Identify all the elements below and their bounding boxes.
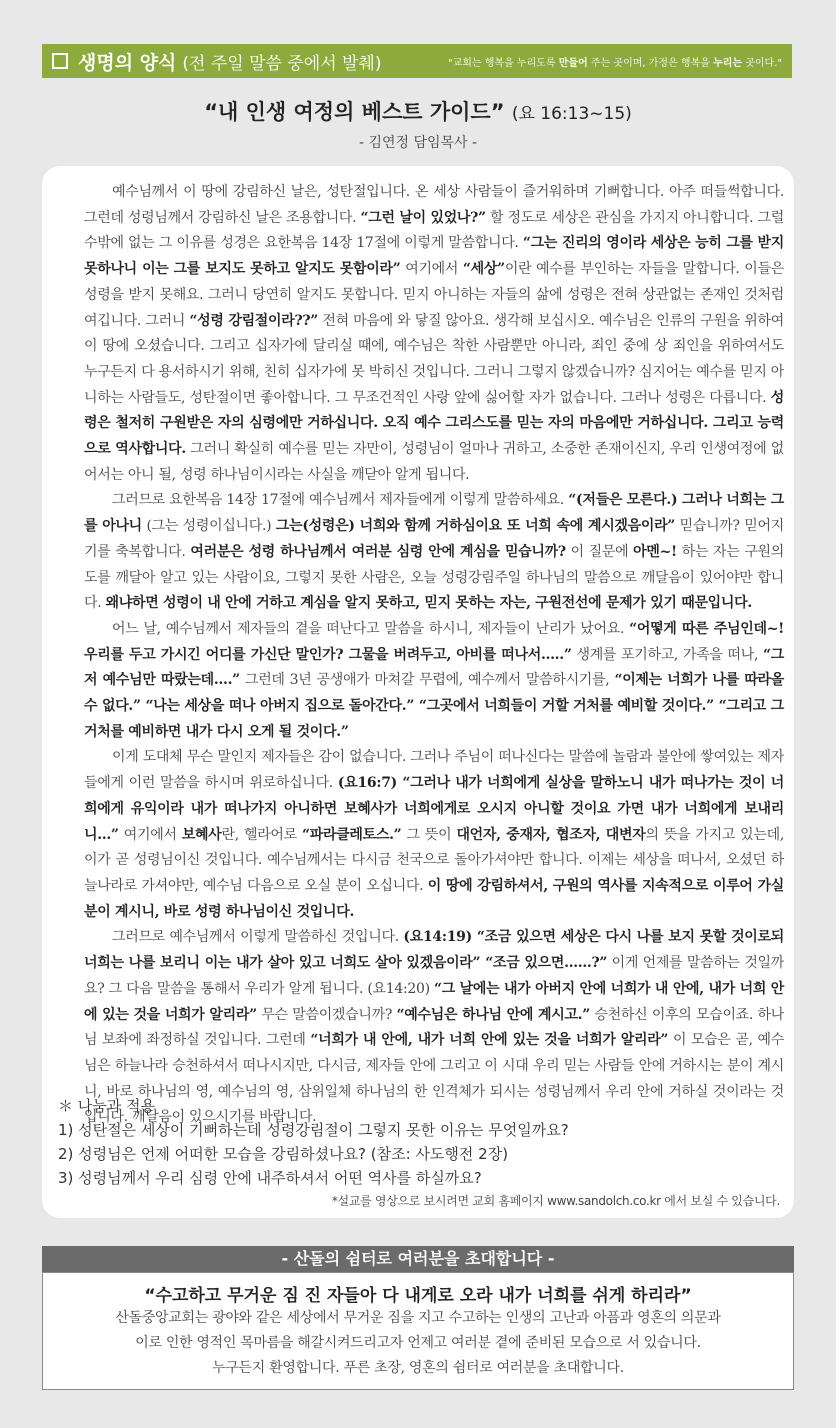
body-text-run: 이 질문에 xyxy=(565,543,634,560)
body-text-run: 승천하신 이후의 모습이죠. 하나님 보좌에 좌정하실 것입니다. 그런데 xyxy=(84,1006,784,1049)
body-text-run: 여기에서 xyxy=(400,261,463,278)
body-text-run: 그런데 3년 공생애가 마쳐갈 무렵에, 예수께서 말씀하시기를, xyxy=(239,672,615,689)
emphasis-text: (요14:19) “조금 있으면 세상은 다시 나를 보지 못할 것이로되 너희는 나를 보리니 이는 내가 살아 있고 너희도 살아 있겠음이라” “조금 있으면……?” xyxy=(84,929,784,972)
body-text-run: 그러니 확실히 예수를 믿는 자만이, 성령님이 얼마나 귀하고, 소중한 존재이신지, 우리 인생여정에 없어서는 아니 될, 성령 하나님이시라는 사실을 깨닫아 알게 됩니다. xyxy=(84,441,784,483)
body-text-run: 의 뜻을 가지고 있는데, 이가 곧 성령님이신 것입니다. 예수님께서는 다시금 천국으로 돌아가셔야만 합니다. 이제는 세상을 떠나서, 오셨던 하늘나라로 가셔야만, 예수님 다음으로 오실 분이 오십니다. xyxy=(84,826,784,894)
body-text-run: 예수님께서 이 땅에 강림하신 날은, 성탄절입니다. 온 세상 사람들이 즐거워하며 기뻐합니다. 아주 떠들썩합니다. 그런데 성령님께서 강림하신 날은 조용합니다. xyxy=(84,184,784,226)
sharing-section xyxy=(58,1094,778,1190)
body-text-run: 어느 날, 예수님께서 제자들의 곁을 떠난다고 말씀을 하시니, 제자들이 난리가 났어요. xyxy=(112,620,630,637)
emphasis-text: “예수님은 하나님 안에 계시고.” xyxy=(396,1006,590,1023)
sermon-paragraph xyxy=(84,617,784,746)
church-motto: "교회는 행복을 누리도록 만들어 주는 곳이며, 가정은 행복을 누리는 곳이다." xyxy=(448,57,782,69)
scripture-reference: (요 16:13~15) xyxy=(511,104,632,124)
emphasis-text: 대언자, 중재자, 협조자, 대변자 xyxy=(456,826,646,843)
body-text-run: 이란 예수를 부인하는 자들을 말합니다. 이들은 성령을 받지 못해요. 그러니 당연히 알지도 못합니다. 믿지 아니하는 자들의 삶에 성령은 전혀 상관없는 존재인 것처럼 여깁니다. 그러니 xyxy=(84,261,784,329)
checkbox-square-icon xyxy=(52,53,68,69)
emphasis-text: “그저 예수님만 따랐는데….” xyxy=(84,646,784,689)
emphasis-text: “(저들은 모른다.) 그러나 너희는 그를 아나니 xyxy=(84,492,784,535)
emphasis-text: 이 땅에 강림하셔서, 구원의 역사를 지속적으로 이루어 가실 분이 계시니, 바로 성령 하나님이신 것입니다. xyxy=(84,877,784,920)
emphasis-text: 그는(성령은) 너희와 함께 거하심이요 또 너희 속에 계시겠음이라” xyxy=(275,518,676,535)
body-text-run: 이게 도대체 무슨 말인지 제자들은 감이 없습니다. 그러나 주님이 떠나신다는 말씀에 놀람과 불안에 쌓여있는 제자들에게 이런 말씀을 하시며 위로하십니다. xyxy=(84,749,784,792)
invite-banner: - 산돌의 쉼터로 여러분을 초대합니다 - xyxy=(42,1246,794,1272)
question-1: 1) 성탄절은 세상이 기뻐하는데 성령강림절이 그렇지 못한 이유는 무엇일까요? xyxy=(58,1121,569,1139)
emphasis-text: “그는 진리의 영이라 세상은 능히 그를 받지 못하나니 이는 그를 보지도 못하고 알지도 못함이라” xyxy=(84,235,784,278)
emphasis-text: 아멘~! xyxy=(633,543,677,560)
invite-verse: “수고하고 무거운 짐 진 자들아 다 내게로 오라 내가 너희를 쉬게 하리라” xyxy=(144,1286,692,1306)
emphasis-text: “세상” xyxy=(462,261,505,278)
emphasis-text: 성령은 철저히 구원받은 자의 심령에만 거하십니다. 오직 예수 그리스도를 믿는 자의 마음에만 거하십니다. 그리고 능력으로 역사합니다. xyxy=(84,389,784,458)
body-text-run: 할 정도로 세상은 관심을 가지지 아니합니다. 그럴 수밖에 없는 그 이유를 성경은 요한복음 14장 17절에 이렇게 말씀합니다. xyxy=(84,209,785,252)
body-text-run: 이게 언제를 말씀하는 것일까요? 그 다음 말씀을 통해서 우리가 알게 됩니다. (요14:20) xyxy=(84,955,784,997)
emphasis-text: “그 날에는 내가 아버지 안에 너희가 내 안에, 내가 너희 안에 있는 것을 너희가 알리라” xyxy=(84,980,784,1023)
sermon-title-text: “내 인생 여정의 베스트 가이드” xyxy=(204,100,505,124)
preacher-name: - 김연정 담임목사 - xyxy=(358,135,478,151)
body-text-run: 그러므로 예수님께서 이렇게 말씀하신 것입니다. xyxy=(112,929,404,946)
emphasis-text: 보혜사 xyxy=(181,826,222,843)
body-text-run: (그는 성령이십니다.) xyxy=(141,518,276,535)
invite-line-3: 누구든지 환영합니다. 푸른 초장, 영혼의 쉼터로 여러분을 초대합니다. xyxy=(212,1360,624,1376)
emphasis-text: “그런 날이 있었나?” xyxy=(360,209,486,226)
sermon-paragraph xyxy=(84,745,784,925)
sermon-body xyxy=(84,180,784,1131)
emphasis-text: “어떻게 따른 주님인데~! 우리를 두고 가시긴 어디를 가신단 말인가? 그물을 버려두고, 아비를 떠나서…..” xyxy=(84,620,784,663)
body-text-run: 이 모습은 곧, 예수님은 하늘나라 승천하셔서 떠나시지만, 다시금, 제자들 안에 그리고 이 시대 우리 믿는 사람들 안에 거하시는 분이 계시니, 바로 하나님의 영, 예수님의 영, 삼위일체 하나님의 한 인격체가 되시는 성령님께서 우리 안에 거하실 것이라는 것입니다. 깨달음이 있으시기를 바랍니다. xyxy=(84,1032,784,1126)
emphasis-text: 여러분은 성령 하나님께서 여러분 심령 안에 계심을 믿습니까? xyxy=(190,543,566,560)
body-text-run: 생계를 포기하고, 가족을 떠나, xyxy=(571,646,764,663)
section-subtitle: (전 주일 말씀 중에서 발췌) xyxy=(182,53,382,74)
sermon-title xyxy=(0,96,836,126)
invite-line-1: 산돌중앙교회는 광야와 같은 세상에서 무거운 짐을 지고 수고하는 인생의 고난과 아픔과 영혼의 의문과 xyxy=(115,1310,721,1326)
sermon-paragraph xyxy=(84,180,784,488)
body-text-run: 전혀 마음에 와 닿질 않아요. 생각해 보십시오. 예수님은 인류의 구원을 위하여 이 땅에 오셨습니다. 그리고 십자가에 달리실 때에, 예수님은 착한 사람뿐만 아니라, 죄인 중에 상 죄인을 위하여서도 누구든지 다 용서하시기 위해, 친히 십자가에 못 박히신 것입니다. 그러니 그렇지 않겠습니까? 심지어는 예수를 믿지 아니하는 사람들도, 성탄절이면 좋아합니다. 그 무조건적인 사랑 앞에 싫어할 자가 없습니다. 그러나 성령은 다릅니다. xyxy=(84,312,784,406)
body-text-run: 여기에서 xyxy=(118,826,182,843)
body-text-run: 란, 헬라어로 xyxy=(221,826,302,843)
sermon-paragraph xyxy=(84,488,784,617)
invite-line-2: 이로 인한 영적인 목마름을 해갈시켜드리고자 언제고 여러분 곁에 준비된 모습으로 서 있습니다. xyxy=(135,1335,701,1351)
body-text-run: 무슨 말씀이겠습니까? xyxy=(256,1006,397,1023)
body-text-run: 하는 자는 구원의 도를 깨달아 알고 있는 사람이요, 그렇지 못한 사람은, 오늘 성령강림주일 하나님의 말씀으로 깨달음이 있어야만 합니다. xyxy=(84,543,784,612)
emphasis-text: 왜냐하면 성령이 내 안에 거하고 계심을 알지 못하고, 믿지 못하는 자는, 구원전선에 문제가 있기 때문입니다. xyxy=(105,595,752,612)
emphasis-text: “너희가 내 안에, 내가 너희 안에 있는 것을 너희가 알리라” xyxy=(310,1032,669,1049)
question-2: 2) 성령님은 언제 어떠한 모습을 강림하셨나요? (참조: 사도행전 2장) xyxy=(58,1145,509,1163)
emphasis-text: (요16:7) “그러나 내가 너희에게 실상을 말하노니 내가 떠나가는 것이 너희에게 유익이라 내가 떠나가지 아니하면 보혜사가 너희에게로 오시지 아니할 것이요 가면 내가 너희에게 보내리니…” xyxy=(84,775,784,843)
emphasis-text: “이제는 너희가 나를 따라올 수 없다.” “나는 세상을 떠나 아버지 집으로 돌아간다.” “그곳에서 너희들이 거할 거처를 예비할 것이다.” “그리고 그 거처를 예비하면 내가 다시 오게 될 것이다.” xyxy=(84,672,784,740)
emphasis-text: “파라클레토스.” xyxy=(301,826,402,843)
question-3: 3) 성령님께서 우리 심령 안에 내주하셔서 어떤 역사를 하실까요? xyxy=(58,1169,482,1187)
sharing-heading: ＊ 나눔과 적용 xyxy=(58,1097,155,1115)
video-note: *설교를 영상으로 보시려면 교회 홈페이지 www.sandolch.co.kr 에서 보실 수 있습니다. xyxy=(331,1194,780,1208)
body-text-run: 믿습니까? 믿어지기를 축복합니다. xyxy=(84,518,784,560)
body-text-run: 그러므로 요한복음 14장 17절에 예수님께서 제자들에게 이렇게 말씀하세요. xyxy=(112,492,569,509)
invite-box xyxy=(42,1272,794,1390)
body-text-run: 그 뜻이 xyxy=(401,826,457,843)
section-header-bar xyxy=(42,44,792,78)
emphasis-text: “성령 강림절이라??” xyxy=(189,312,319,329)
section-title: 생명의 양식 xyxy=(78,51,177,74)
